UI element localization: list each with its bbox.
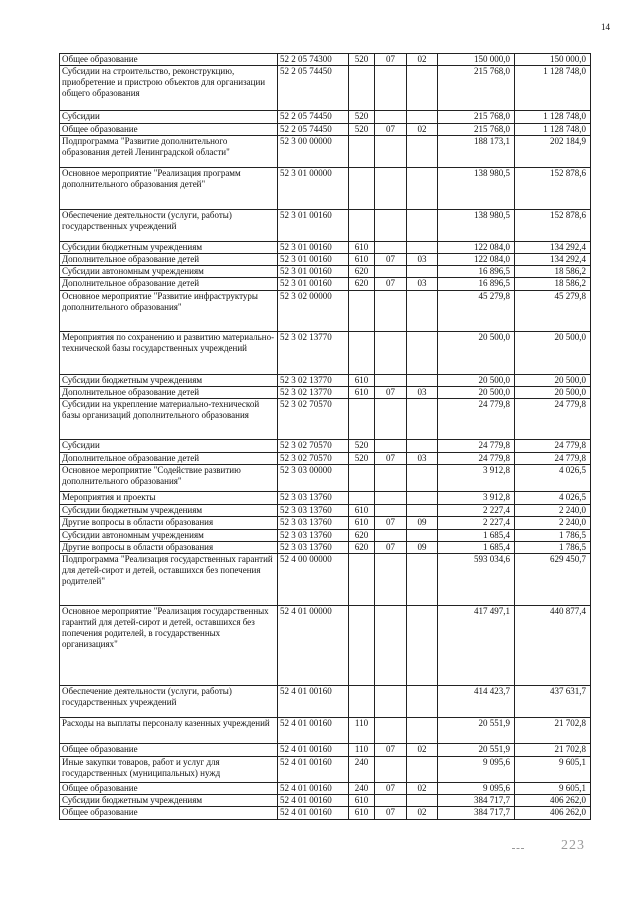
row-rz [375, 465, 407, 492]
budget-table [59, 53, 591, 820]
row-amount-2: 2 240,0 [515, 517, 591, 530]
row-rz [375, 757, 407, 783]
table-row [60, 795, 591, 807]
row-vr [349, 492, 375, 505]
table-row [60, 136, 591, 168]
row-vr [349, 465, 375, 492]
row-amount-1: 384 717,7 [438, 807, 515, 820]
table-row [60, 66, 591, 111]
row-amount-2: 18 586,2 [515, 266, 591, 278]
row-name: Общее образование [60, 744, 278, 757]
row-rz [375, 530, 407, 542]
row-pr [407, 795, 438, 807]
row-vr [349, 399, 375, 440]
row-amount-2: 20 500,0 [515, 387, 591, 399]
row-amount-1: 2 227,4 [438, 505, 515, 517]
row-code: 52 2 05 74300 [278, 54, 349, 66]
row-code: 52 3 02 13770 [278, 332, 349, 375]
row-vr: 610 [349, 375, 375, 387]
row-code: 52 3 02 70570 [278, 399, 349, 440]
row-name: Субсидии [60, 111, 278, 124]
row-amount-1: 414 423,7 [438, 686, 515, 718]
table-row [60, 492, 591, 505]
row-rz [375, 440, 407, 453]
row-name: Расходы на выплаты персоналу казенных учреждений [60, 718, 278, 744]
row-amount-1: 3 912,8 [438, 492, 515, 505]
row-amount-1: 24 779,8 [438, 440, 515, 453]
row-vr: 610 [349, 505, 375, 517]
row-vr: 520 [349, 124, 375, 136]
row-amount-2: 9 605,1 [515, 783, 591, 795]
row-amount-1: 215 768,0 [438, 111, 515, 124]
row-name: Субсидии бюджетным учреждениям [60, 375, 278, 387]
row-amount-1: 150 000,0 [438, 54, 515, 66]
row-code: 52 3 02 70570 [278, 453, 349, 465]
row-name: Другие вопросы в области образования [60, 517, 278, 530]
row-amount-1: 24 779,8 [438, 453, 515, 465]
row-amount-2: 1 128 748,0 [515, 124, 591, 136]
row-pr [407, 757, 438, 783]
row-code: 52 2 05 74450 [278, 124, 349, 136]
row-rz: 07 [375, 783, 407, 795]
row-amount-2: 629 450,7 [515, 554, 591, 606]
table-row [60, 399, 591, 440]
row-name: Субсидии на укрепление материально-технической базы организаций дополнительного образования [60, 399, 278, 440]
row-amount-2: 406 262,0 [515, 807, 591, 820]
row-amount-2: 20 500,0 [515, 375, 591, 387]
row-rz [375, 66, 407, 111]
row-amount-1: 417 497,1 [438, 606, 515, 686]
row-name: Мероприятия по сохранению и развитию материально-технической базы государственных учреждений [60, 332, 278, 375]
row-code: 52 4 01 00000 [278, 606, 349, 686]
row-amount-1: 20 551,9 [438, 718, 515, 744]
row-code: 52 4 00 00000 [278, 554, 349, 606]
row-amount-2: 24 779,8 [515, 453, 591, 465]
row-amount-2: 202 184,9 [515, 136, 591, 168]
row-pr [407, 332, 438, 375]
row-rz [375, 795, 407, 807]
row-vr: 620 [349, 530, 375, 542]
row-rz [375, 554, 407, 606]
row-vr [349, 168, 375, 210]
row-pr [407, 492, 438, 505]
table-row [60, 266, 591, 278]
row-amount-1: 384 717,7 [438, 795, 515, 807]
row-vr [349, 554, 375, 606]
row-rz [375, 492, 407, 505]
row-amount-1: 20 500,0 [438, 375, 515, 387]
row-name: Основное мероприятие "Реализация программ дополнительного образования детей" [60, 168, 278, 210]
row-code: 52 3 01 00160 [278, 254, 349, 266]
row-amount-1: 593 034,6 [438, 554, 515, 606]
row-vr: 610 [349, 387, 375, 399]
row-name: Субсидии бюджетным учреждениям [60, 795, 278, 807]
row-vr: 620 [349, 266, 375, 278]
row-amount-2: 437 631,7 [515, 686, 591, 718]
row-code: 52 3 01 00160 [278, 242, 349, 254]
row-name: Субсидии автономным учреждениям [60, 530, 278, 542]
row-pr [407, 136, 438, 168]
row-name: Субсидии бюджетным учреждениям [60, 242, 278, 254]
row-pr [407, 606, 438, 686]
row-name: Общее образование [60, 807, 278, 820]
row-code: 52 2 05 74450 [278, 66, 349, 111]
row-vr: 520 [349, 440, 375, 453]
row-amount-2: 45 279,8 [515, 291, 591, 332]
row-vr: 610 [349, 517, 375, 530]
row-code: 52 3 02 00000 [278, 291, 349, 332]
table-row [60, 453, 591, 465]
row-rz [375, 168, 407, 210]
row-amount-1: 122 084,0 [438, 242, 515, 254]
row-vr [349, 66, 375, 111]
row-name: Основное мероприятие "Реализация государственных гарантий для детей-сирот и детей, оставшихся без попечения родителей, в государственных организациях" [60, 606, 278, 686]
row-amount-2: 18 586,2 [515, 278, 591, 291]
row-amount-1: 122 084,0 [438, 254, 515, 266]
row-vr: 620 [349, 542, 375, 554]
row-amount-2: 150 000,0 [515, 54, 591, 66]
row-rz [375, 606, 407, 686]
row-vr: 520 [349, 111, 375, 124]
row-code: 52 3 02 70570 [278, 440, 349, 453]
row-name: Другие вопросы в области образования [60, 542, 278, 554]
row-code: 52 4 01 00160 [278, 807, 349, 820]
row-code: 52 4 01 00160 [278, 686, 349, 718]
row-pr [407, 111, 438, 124]
row-pr [407, 66, 438, 111]
row-rz [375, 242, 407, 254]
row-rz: 07 [375, 453, 407, 465]
row-name: Субсидии автономным учреждениям [60, 266, 278, 278]
row-name: Дополнительное образование детей [60, 254, 278, 266]
row-amount-2: 1 786,5 [515, 530, 591, 542]
table-row [60, 783, 591, 795]
table-row [60, 542, 591, 554]
table-row [60, 517, 591, 530]
row-rz: 07 [375, 124, 407, 136]
row-amount-1: 188 173,1 [438, 136, 515, 168]
row-amount-2: 1 128 748,0 [515, 66, 591, 111]
row-rz: 07 [375, 744, 407, 757]
row-amount-1: 16 896,5 [438, 278, 515, 291]
row-pr: 03 [407, 453, 438, 465]
row-name: Основное мероприятие "Развитие инфраструктуры дополнительного образования" [60, 291, 278, 332]
row-pr [407, 399, 438, 440]
row-code: 52 3 03 00000 [278, 465, 349, 492]
row-amount-2: 134 292,4 [515, 254, 591, 266]
row-vr: 110 [349, 744, 375, 757]
row-rz: 07 [375, 54, 407, 66]
row-vr [349, 686, 375, 718]
row-amount-1: 20 500,0 [438, 387, 515, 399]
row-pr: 09 [407, 542, 438, 554]
page-stamp: 223 [561, 838, 585, 853]
row-code: 52 4 01 00160 [278, 795, 349, 807]
row-rz [375, 291, 407, 332]
row-amount-2: 134 292,4 [515, 242, 591, 254]
row-amount-2: 9 605,1 [515, 757, 591, 783]
row-amount-2: 1 786,5 [515, 542, 591, 554]
table-row [60, 718, 591, 744]
row-name: Дополнительное образование детей [60, 278, 278, 291]
row-amount-2: 2 240,0 [515, 505, 591, 517]
row-rz: 07 [375, 278, 407, 291]
row-vr: 610 [349, 807, 375, 820]
row-rz [375, 686, 407, 718]
row-pr [407, 554, 438, 606]
row-name: Подпрограмма "Развитие дополнительного образования детей Ленинградской области" [60, 136, 278, 168]
row-code: 52 4 01 00160 [278, 718, 349, 744]
row-vr: 610 [349, 254, 375, 266]
row-amount-1: 2 227,4 [438, 517, 515, 530]
row-pr: 09 [407, 517, 438, 530]
row-amount-2: 24 779,8 [515, 440, 591, 453]
row-amount-2: 21 702,8 [515, 718, 591, 744]
page-number: 14 [601, 22, 610, 32]
row-vr: 610 [349, 242, 375, 254]
row-rz [375, 136, 407, 168]
row-amount-2: 406 262,0 [515, 795, 591, 807]
dashed-mark [512, 848, 524, 849]
row-code: 52 4 01 00160 [278, 757, 349, 783]
table-row [60, 387, 591, 399]
row-pr [407, 291, 438, 332]
row-amount-2: 4 026,5 [515, 492, 591, 505]
row-vr: 520 [349, 54, 375, 66]
row-amount-2: 152 878,6 [515, 168, 591, 210]
row-amount-1: 16 896,5 [438, 266, 515, 278]
row-code: 52 3 03 13760 [278, 505, 349, 517]
row-name: Обеспечение деятельности (услуги, работы) государственных учреждений [60, 210, 278, 242]
row-code: 52 4 01 00160 [278, 744, 349, 757]
row-code: 52 3 01 00160 [278, 278, 349, 291]
row-pr [407, 718, 438, 744]
table-row [60, 465, 591, 492]
row-code: 52 2 05 74450 [278, 111, 349, 124]
row-name: Мероприятия и проекты [60, 492, 278, 505]
row-code: 52 3 03 13760 [278, 492, 349, 505]
row-pr [407, 210, 438, 242]
row-vr: 610 [349, 795, 375, 807]
row-rz [375, 210, 407, 242]
row-rz [375, 332, 407, 375]
table-row [60, 278, 591, 291]
row-vr [349, 291, 375, 332]
row-amount-2: 4 026,5 [515, 465, 591, 492]
table-row [60, 242, 591, 254]
row-amount-2: 20 500,0 [515, 332, 591, 375]
row-code: 52 3 03 13760 [278, 530, 349, 542]
row-pr [407, 686, 438, 718]
row-name: Дополнительное образование детей [60, 453, 278, 465]
row-code: 52 3 01 00000 [278, 168, 349, 210]
row-amount-2: 1 128 748,0 [515, 111, 591, 124]
row-amount-1: 1 685,4 [438, 542, 515, 554]
row-name: Субсидии бюджетным учреждениям [60, 505, 278, 517]
row-pr: 02 [407, 807, 438, 820]
table-row [60, 807, 591, 820]
row-name: Подпрограмма "Реализация государственных гарантий для детей-сирот и детей, оставшихся без попечения родителей" [60, 554, 278, 606]
row-pr: 03 [407, 387, 438, 399]
row-pr [407, 375, 438, 387]
row-rz [375, 375, 407, 387]
row-vr: 240 [349, 757, 375, 783]
row-pr [407, 530, 438, 542]
table-row [60, 210, 591, 242]
row-rz [375, 266, 407, 278]
row-pr [407, 242, 438, 254]
row-vr [349, 210, 375, 242]
row-pr [407, 440, 438, 453]
row-amount-1: 45 279,8 [438, 291, 515, 332]
row-name: Общее образование [60, 124, 278, 136]
row-pr: 02 [407, 744, 438, 757]
row-vr: 620 [349, 278, 375, 291]
row-amount-1: 138 980,5 [438, 210, 515, 242]
row-code: 52 3 01 00160 [278, 266, 349, 278]
row-amount-1: 9 095,6 [438, 757, 515, 783]
row-vr: 240 [349, 783, 375, 795]
table-row [60, 440, 591, 453]
table-row [60, 168, 591, 210]
row-name: Общее образование [60, 54, 278, 66]
table-row [60, 505, 591, 517]
row-pr: 03 [407, 254, 438, 266]
row-pr [407, 266, 438, 278]
row-amount-1: 9 095,6 [438, 783, 515, 795]
table-row [60, 124, 591, 136]
row-pr [407, 465, 438, 492]
row-vr [349, 332, 375, 375]
row-pr [407, 168, 438, 210]
row-vr [349, 136, 375, 168]
row-code: 52 3 03 13760 [278, 542, 349, 554]
table-row [60, 54, 591, 66]
table-row [60, 744, 591, 757]
row-name: Субсидии [60, 440, 278, 453]
table-row [60, 332, 591, 375]
row-amount-1: 215 768,0 [438, 66, 515, 111]
row-name: Основное мероприятие "Содействие развитию дополнительного образования" [60, 465, 278, 492]
row-code: 52 3 02 13770 [278, 387, 349, 399]
table-row [60, 530, 591, 542]
row-pr: 03 [407, 278, 438, 291]
row-rz: 07 [375, 254, 407, 266]
row-vr [349, 606, 375, 686]
row-rz [375, 399, 407, 440]
table-row [60, 254, 591, 266]
row-pr: 02 [407, 783, 438, 795]
row-vr: 520 [349, 453, 375, 465]
table-row [60, 111, 591, 124]
row-amount-2: 24 779,8 [515, 399, 591, 440]
row-amount-1: 138 980,5 [438, 168, 515, 210]
table-row [60, 554, 591, 606]
row-code: 52 3 00 00000 [278, 136, 349, 168]
row-rz [375, 505, 407, 517]
row-amount-1: 20 551,9 [438, 744, 515, 757]
row-rz: 07 [375, 387, 407, 399]
row-code: 52 3 02 13770 [278, 375, 349, 387]
row-rz: 07 [375, 542, 407, 554]
row-name: Иные закупки товаров, работ и услуг для государственных (муниципальных) нужд [60, 757, 278, 783]
row-name: Дополнительное образование детей [60, 387, 278, 399]
row-amount-2: 21 702,8 [515, 744, 591, 757]
row-rz: 07 [375, 517, 407, 530]
row-amount-1: 215 768,0 [438, 124, 515, 136]
row-name: Общее образование [60, 783, 278, 795]
row-rz [375, 718, 407, 744]
row-name: Обеспечение деятельности (услуги, работы) государственных учреждений [60, 686, 278, 718]
row-amount-1: 1 685,4 [438, 530, 515, 542]
row-pr [407, 505, 438, 517]
table-row [60, 606, 591, 686]
row-code: 52 3 01 00160 [278, 210, 349, 242]
row-code: 52 3 03 13760 [278, 517, 349, 530]
row-code: 52 4 01 00160 [278, 783, 349, 795]
row-rz [375, 111, 407, 124]
table-row [60, 757, 591, 783]
table-row [60, 291, 591, 332]
row-pr: 02 [407, 124, 438, 136]
table-row [60, 375, 591, 387]
row-pr: 02 [407, 54, 438, 66]
row-name: Субсидии на строительство, реконструкцию, приобретение и пристрою объектов для организации общего образования [60, 66, 278, 111]
row-amount-1: 20 500,0 [438, 332, 515, 375]
table-row [60, 686, 591, 718]
row-amount-2: 440 877,4 [515, 606, 591, 686]
row-vr: 110 [349, 718, 375, 744]
row-rz: 07 [375, 807, 407, 820]
row-amount-2: 152 878,6 [515, 210, 591, 242]
row-amount-1: 3 912,8 [438, 465, 515, 492]
row-amount-1: 24 779,8 [438, 399, 515, 440]
